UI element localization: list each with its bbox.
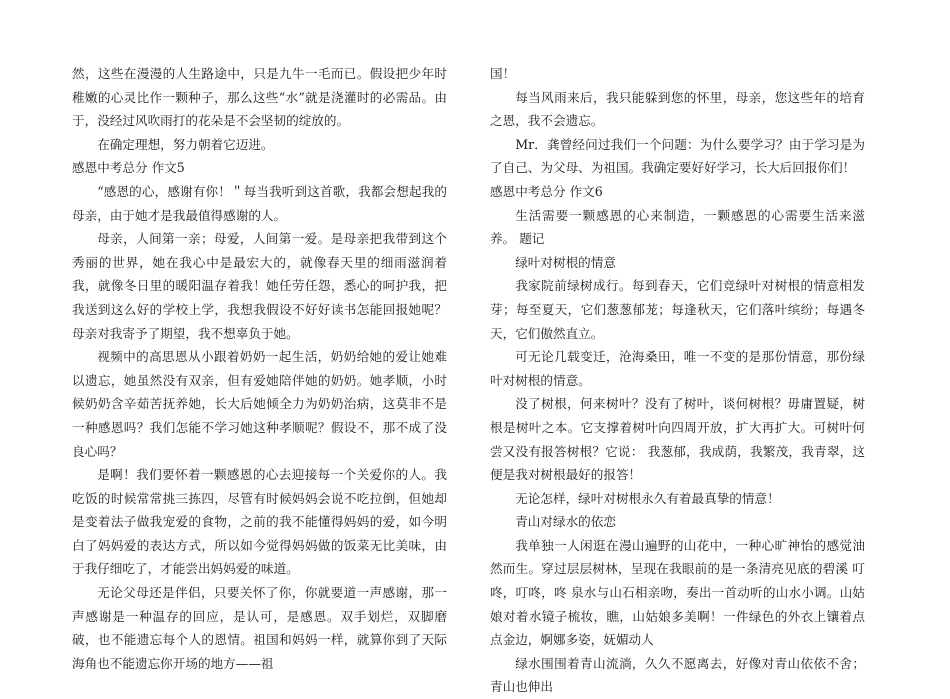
paragraph: 绿水围围着青山流淌，久久不愿离去，好像对青山依依不舍；青山也伸出 [490, 655, 865, 695]
paragraph: 我单独一人闲逛在漫山遍野的山花中，一种心旷神怡的感觉油然而生。穿过层层树林，呈现在我眼前的是一条清亮见底的碧溪 叮咚，叮咚，咚 泉水与山石相亲吻，奏出一首动听的山水小调。山姑娘对着水镜子梳妆，瞧，山姑娘多美啊！一件绿色的外衣上镶着点点金边，婀娜多姿，妩媚动人 [490, 537, 865, 648]
paragraph: 我家院前绿树成行。每到春天，它们竞绿叶对树根的情意相发芽；每至夏天，它们葱葱郁茏；每逢秋天，它们落叶缤纷；每遇冬天，它们傲然直立。 [490, 278, 865, 341]
paragraph: 无论父母还是伴侣，只要关怀了你，你就要道一声感谢，那一声感谢是一种温存的回应，是认可，是感恩。双手划烂，双脚磨破，也不能遗忘每个人的恩情。祖国和妈妈一样，就算你到了天际海角也不能遗忘你开场的地方——祖 [72, 585, 447, 671]
left-column [72, 62, 447, 675]
paragraph: 生活需要一颗感恩的心来制造，一颗感恩的心需要生活来滋养。 题记 [490, 207, 865, 247]
paragraph: 没了树根，何来树叶？没有了树叶，谈何树根？毋庸置疑，树根是树叶之本。它支撑着树叶向四周开放，扩大再扩大。可树叶何尝又没有报答树根？它说： 我葱郁，我成荫，我繁茂，我青翠，这便是我对树根最好的报答！ [490, 396, 865, 483]
section-heading: 感恩中考总分 作文5 [72, 160, 185, 176]
paragraph: 是啊！我们要怀着一颗感恩的心去迎接每一个关爱你的人。我吃饭的时候常常挑三拣四，尽管有时候妈妈会说不吃拉倒，但她却是变着法子做我宠爱的食物，之前的我不能懂得妈妈的爱，如今明白了妈妈爱的表达方式，所以如今觉得妈妈做的饭菜无比美味，由于我仔细吃了，才能尝出妈妈爱的味道。 [72, 467, 447, 577]
paragraph: 绿叶对树根的情意 [515, 254, 616, 270]
paragraph: 无论怎样，绿叶对树根永久有着最真挚的情意！ [515, 490, 780, 506]
paragraph: “感恩的心，感谢有你！＂每当我听到这首歌，我都会想起我的母亲，由于她才是我最值得感谢的人。 [72, 183, 447, 223]
paragraph: 母亲，人间第一亲；母爱，人间第一爱。是母亲把我带到这个秀丽的世界，她在我心中是最宏大的，就像春天里的细雨滋润着我，就像冬日里的暖阳温存着我！她任劳任怨，悉心的呵护我，把我送到这么好的学校上学，我想我假设不好好读书怎能回报她呢？母亲对我寄予了期望，我不想辜负于她。 [72, 231, 447, 341]
paragraph: 视频中的高思恩从小跟着奶奶一起生活，奶奶给她的爱让她难以遗忘，她虽然没有双亲，但有爱她陪伴她的奶奶。她孝顺，小时候奶奶含辛茹苦抚养她，长大后她倾全力为奶奶治病，这莫非不是一种感恩吗？我们怎能不学习她这种孝顺呢？假设不，那不成了没良心吗？ [72, 349, 447, 459]
paragraph: 每当风雨来后，我只能躲到您的怀里，母亲，您这些年的培育之恩，我不会遗忘。 [490, 89, 865, 129]
paragraph: 然，这些在漫漫的人生路途中，只是九牛一毛而已。假设把少年时稚嫩的心灵比作一颗种子，那么这些“水”就是浇灌时的必需品。由于，没经过风吹雨打的花朵是不会坚韧的绽放的。 [72, 66, 447, 129]
paragraph: 可无论几载变迁，沧海桑田，唯一不变的是那份情意，那份绿叶对树根的情意。 [490, 349, 865, 388]
section-heading: 感恩中考总分 作文6 [490, 183, 603, 199]
paragraph: 国！ [490, 66, 516, 81]
paragraph: 在确定理想，努力朝着它迈进。 [97, 136, 274, 152]
paragraph: Mr．龚曾经问过我们一个问题：为什么要学习？由于学习是为了自己、为父母、为祖国。我确定要好好学习，长大后回报你们！ [490, 136, 865, 176]
right-column [490, 62, 865, 699]
paragraph: 青山对绿水的依恋 [515, 514, 616, 530]
